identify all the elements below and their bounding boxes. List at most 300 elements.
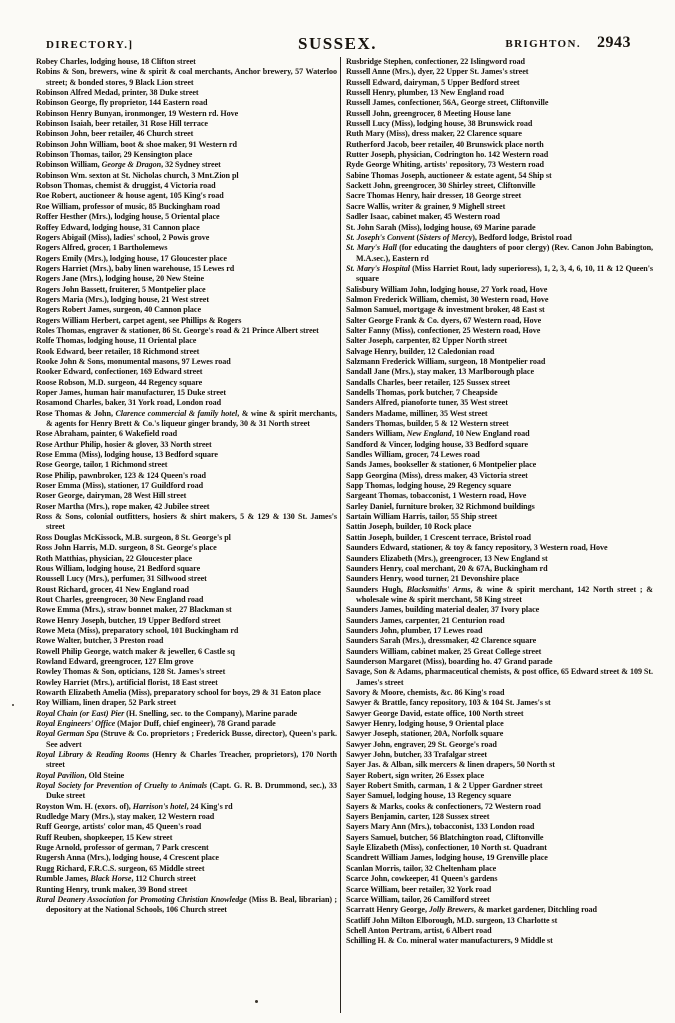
directory-entry: [346, 791, 653, 801]
column-divider-rule: [340, 57, 341, 1013]
directory-entry: [36, 647, 337, 657]
entry-text: St. John Sarah (Miss), lodging house, 69 Marine parade: [346, 222, 536, 232]
entry-text: Savory & Moore, chemists, &c. 86 King's road: [346, 687, 505, 697]
directory-entry: [346, 833, 653, 843]
entry-text: Ruff Reuben, shopkeeper, 15 Kew street: [36, 832, 173, 842]
directory-entry: [36, 512, 337, 533]
directory-entry: [346, 440, 653, 450]
entry-text: Sanders Madame, milliner, 35 West street: [346, 408, 488, 418]
directory-entry: [36, 160, 337, 170]
directory-entry: [346, 78, 653, 88]
directory-entry: [346, 698, 653, 708]
entry-text: Robins & Son, brewers, wine & spirit & coal merchants, Anchor brewery, 57 Waterloo street; & bonded stores, 9 Black Lion street: [36, 67, 337, 87]
entry-text: Rout Charles, greengrocer, 30 New England road: [36, 594, 204, 604]
directory-entry: [346, 243, 653, 264]
directory-entry: [36, 326, 337, 336]
directory-entry: [36, 171, 337, 181]
entry-text: Robey Charles, lodging house, 18 Clifton street: [36, 57, 196, 66]
entry-text: Sacre Wallis, writer & grainer, 9 Mighell street: [346, 201, 506, 211]
directory-entry: [346, 636, 653, 646]
directory-entry: [346, 491, 653, 501]
entry-text: (Miss Harriet Rout, lady superioress), 1, 2, 3, 4, 6, 10, 11 & 12 Queen's square: [356, 263, 653, 284]
entry-text: Rogers Jane (Mrs.), lodging house, 20 New Steine: [36, 274, 205, 284]
directory-entry: [346, 419, 653, 429]
directory-entry: [36, 895, 337, 916]
entry-text: Scarce William, beer retailer, 32 York road: [346, 884, 492, 894]
entry-proper-name: Jolly Brewers: [428, 905, 474, 915]
directory-entry: [36, 336, 337, 346]
directory-entry: [346, 295, 653, 305]
directory-entry: [346, 429, 653, 439]
entry-text: Royston Wm. H. (exors. of),: [36, 801, 133, 811]
entry-proper-name: Royal Chain (or East) Pier: [36, 708, 125, 718]
directory-entry: [346, 285, 653, 295]
entry-text: (H. Snelling, sec. to the Company), Marine parade: [124, 708, 298, 718]
entry-text: Saunders James, building material dealer, 37 Ivory place: [346, 605, 540, 615]
directory-entry: [36, 305, 337, 315]
directory-entry: [346, 378, 653, 388]
entry-text: Sayers Benjamin, carter, 128 Sussex street: [346, 812, 490, 822]
directory-entry: [346, 471, 653, 481]
entry-text: , 24 King's rd: [186, 801, 233, 811]
entry-text: Roe William, professor of music, 85 Buckingham road: [36, 201, 220, 211]
entry-text: Russell Anne (Mrs.), dyer, 22 Upper St. James's street: [346, 67, 529, 77]
directory-entry: [346, 119, 653, 129]
entry-proper-name: Royal Pavilion: [36, 770, 85, 780]
entry-text: Russell Henry, plumber, 13 New England road: [346, 88, 504, 98]
directory-entry: [36, 129, 337, 139]
entry-text: Rogers Robert James, surgeon, 40 Cannon place: [36, 305, 202, 315]
entry-proper-name: Royal German Spa: [36, 729, 99, 739]
entry-text: Roth Matthias, physician, 22 Gloucester place: [36, 553, 193, 563]
entry-text: Roser Emma (Miss), stationer, 17 Guildford road: [36, 481, 204, 491]
entry-text: Ross Douglas McKissock, M.B. surgeon, 8 St. George's pl: [36, 532, 231, 542]
entry-text: Rook Edward, beer retailer, 18 Richmond street: [36, 346, 200, 356]
entry-text: Rowe Meta (Miss), preparatory school, 101 Buckingham rd: [36, 625, 239, 635]
directory-column-right: [346, 57, 653, 1013]
entry-text: Rogers Maria (Mrs.), lodging house, 21 West street: [36, 294, 209, 304]
directory-entry: [36, 781, 337, 802]
directory-entry: [346, 771, 653, 781]
entry-text: Salter George Frank & Co. dyers, 67 Western road, Hove: [346, 315, 542, 325]
entry-text: Sawyer & Brattle, fancy repository, 103 & 104 St. James's st: [346, 698, 551, 708]
directory-entry: [36, 481, 337, 491]
entry-text: Russell Edward, dairyman, 5 Upper Bedford street: [346, 77, 520, 87]
entry-text: Rooke John & Sons, monumental masons, 97 Lewes road: [36, 356, 231, 366]
directory-entry: [36, 719, 337, 729]
entry-text: Sayer Samuel, lodging house, 13 Regency square: [346, 791, 512, 801]
directory-entry: [346, 554, 653, 564]
entry-text: Salmon Samuel, mortgage & investment broker, 48 East st: [346, 305, 545, 315]
directory-entry: [36, 88, 337, 98]
entry-text: Ross John Harris, M.D. surgeon, 8 St. George's place: [36, 543, 217, 553]
entry-text: Rolfe Thomas, lodging house, 11 Oriental place: [36, 336, 197, 346]
directory-body: [36, 57, 653, 1013]
entry-text: Rooker Edward, confectioner, 169 Edward street: [36, 367, 203, 377]
directory-entry: [346, 822, 653, 832]
entry-text: Rutherford Jacob, beer retailer, 40 Brunswick place north: [346, 139, 544, 149]
directory-entry: [346, 926, 653, 936]
entry-text: Robinson John William, boot & shoe maker, 91 Western rd: [36, 139, 237, 149]
entry-proper-name: Black Horse: [90, 874, 132, 884]
directory-entry: [346, 853, 653, 863]
directory-entry: [36, 223, 337, 233]
entry-text: Roy William, linen draper, 52 Park street: [36, 698, 177, 708]
entry-text: Sayer Jas. & Alban, silk mercers & linen drapers, 50 North st: [346, 760, 555, 770]
directory-entry: [36, 440, 337, 450]
directory-entry: [36, 357, 337, 367]
entry-text: Sands James, bookseller & stationer, 6 Montpelier place: [346, 460, 537, 470]
directory-entry: [346, 709, 653, 719]
entry-text: (Struve & Co. proprietors ; Frederick Busse, director), Queen's park. See advert: [46, 729, 337, 749]
entry-text: Rowe Emma (Mrs.), straw bonnet maker, 27 Blackman st: [36, 605, 232, 615]
directory-entry: [346, 388, 653, 398]
entry-text: Ross & Sons, colonial outfitters, hosiers & shirt makers, 5 & 129 & 130 St. James's street: [36, 512, 337, 532]
entry-text: Ryde George Whiting, artists' repository, 73 Western road: [346, 160, 544, 170]
directory-entry: [36, 822, 337, 832]
directory-entry: [346, 512, 653, 522]
directory-entry: [346, 874, 653, 884]
entry-proper-name: George & Dragon: [101, 160, 162, 170]
entry-text: Salter Joseph, carpenter, 82 Upper North street: [346, 336, 508, 346]
entry-text: Sackett John, greengrocer, 30 Shirley street, Cliftonville: [346, 181, 536, 191]
entry-proper-name: Rural Deanery Association for Promoting Christian Knowledge: [36, 894, 247, 904]
entry-text: Sanders William,: [346, 429, 407, 439]
directory-entry: [36, 874, 337, 884]
directory-entry: [346, 719, 653, 729]
entry-text: Sandells Thomas, pork butcher, 7 Cheapside: [346, 388, 498, 397]
entry-text: Roffer Hesther (Mrs.), lodging house, 5 Oriental place: [36, 212, 220, 222]
page-number: 2943: [597, 34, 631, 51]
directory-entry: [36, 191, 337, 201]
directory-entry: [346, 223, 653, 233]
entry-text: Sawyer George David, estate office, 100 North street: [346, 708, 524, 718]
directory-entry: [36, 564, 337, 574]
entry-text: Rowell Philip George, watch maker & jeweller, 6 Castle sq: [36, 646, 235, 656]
directory-entry: [36, 771, 337, 781]
entry-text: Saunders Henry, wood turner, 21 Devonshire place: [346, 574, 519, 584]
entry-text: Robinson John, beer retailer, 46 Church street: [36, 129, 194, 139]
entry-text: Schell Anton Pertram, artist, 6 Albert road: [346, 925, 492, 935]
entry-text: Robinson William,: [36, 160, 102, 170]
entry-text: Sacre Thomas Henry, hair dresser, 18 George street: [346, 191, 522, 201]
entry-text: Sandalls Charles, beer retailer, 125 Sussex street: [346, 377, 511, 387]
directory-entry: [36, 295, 337, 305]
entry-text: Saunders Henry, coal merchant, 20 & 67A, Buckingham rd: [346, 563, 548, 573]
entry-text: Salisbury William John, lodging house, 27 York road, Hove: [346, 284, 548, 294]
directory-entry: [346, 160, 653, 170]
entry-text: (Major Duff, chief engineer), 78 Grand parade: [115, 719, 276, 728]
directory-entry: [36, 409, 337, 430]
directory-entry: [346, 57, 653, 67]
directory-entry: [346, 140, 653, 150]
directory-entry: [346, 647, 653, 657]
directory-entry: [36, 67, 337, 88]
directory-entry: [36, 202, 337, 212]
entry-text: Rose Arthur Philip, hosier & glover, 33 North street: [36, 439, 212, 449]
entry-text: Sanders Thomas, builder, 5 & 12 Western street: [346, 419, 509, 429]
directory-column-left: [36, 57, 337, 1013]
directory-entry: [36, 316, 337, 326]
entry-text: Rumble James,: [36, 874, 91, 884]
entry-text: (Capt. G. R. B. Drummond, sec.), 33 Duke street: [46, 781, 337, 801]
directory-entry: [36, 698, 337, 708]
directory-entry: [346, 264, 653, 285]
entry-text: Rowland Edward, greengrocer, 127 Elm grove: [36, 656, 194, 666]
entry-text: Rose Thomas & John,: [36, 408, 116, 418]
entry-text: Sattin Joseph, builder, 10 Rock place: [346, 522, 472, 532]
directory-entry: [346, 212, 653, 222]
directory-entry: [36, 843, 337, 853]
entry-text: (for educating the daughters of poor clergy) (Rev. Canon John Babington, M.A.sec.), Eastern rd: [356, 243, 653, 263]
entry-text: Rugersh Anna (Mrs.), lodging house, 4 Crescent place: [36, 853, 219, 863]
directory-entry: [36, 605, 337, 615]
entry-text: Rugg Richard, F.R.C.S. surgeon, 65 Middle street: [36, 863, 205, 873]
entry-text: Scarratt Henry George,: [346, 905, 429, 915]
directory-entry: [346, 843, 653, 853]
directory-entry: [36, 853, 337, 863]
entry-text: Runting Henry, trunk maker, 39 Bond street: [36, 884, 188, 894]
directory-entry: [346, 326, 653, 336]
directory-entry: [346, 409, 653, 419]
directory-entry: [36, 398, 337, 408]
header-right-group: [505, 34, 631, 53]
entry-text: Sattin Joseph, builder, 1 Crescent terrace, Bristol road: [346, 532, 531, 542]
directory-entry: [36, 378, 337, 388]
directory-entry: [36, 450, 337, 460]
directory-entry: [36, 502, 337, 512]
entry-text: Roper James, human hair manufacturer, 15 Duke street: [36, 388, 227, 397]
directory-entry: [346, 905, 653, 915]
directory-entry: [346, 616, 653, 626]
directory-entry: [36, 140, 337, 150]
entry-text: Robinson Henry Bunyan, ironmonger, 19 Western rd. Hove: [36, 108, 239, 118]
entry-text: Sayle Elizabeth (Miss), confectioner, 10 North st. Quadrant: [346, 843, 547, 853]
directory-entry: [346, 885, 653, 895]
directory-entry: [346, 585, 653, 606]
directory-entry: [346, 305, 653, 315]
entry-proper-name: Clarence commercial & family hotel: [115, 408, 238, 418]
entry-text: Sadler Isaac, cabinet maker, 45 Western road: [346, 212, 500, 222]
directory-entry: [346, 336, 653, 346]
entry-text: , 32 Sydney street: [161, 160, 221, 170]
directory-entry: [36, 491, 337, 501]
directory-entry: [36, 574, 337, 584]
directory-entry: [346, 460, 653, 470]
directory-entry: [36, 626, 337, 636]
directory-entry: [346, 895, 653, 905]
entry-text: Ruff George, artists' color man, 45 Queen's road: [36, 822, 202, 832]
directory-entry: [346, 450, 653, 460]
directory-entry: [346, 574, 653, 584]
entry-text: Robinson George, fly proprietor, 144 Eastern road: [36, 98, 208, 108]
entry-text: Saunderson Margaret (Miss), boarding ho. 47 Grand parade: [346, 656, 553, 666]
entry-text: Roussell Lucy (Mrs.), perfumer, 31 Sillwood street: [36, 574, 207, 584]
entry-text: Scarce John, cowkeeper, 41 Queen's gardens: [346, 874, 498, 884]
entry-text: , & wine & spirit merchant, 142 North street ; & wholesale wine & spirit merchant, 58 King street: [356, 584, 653, 604]
directory-entry: [346, 181, 653, 191]
header-directory-label: DIRECTORY.]: [46, 39, 134, 51]
entry-text: Robinson Isaiah, beer retailer, 31 Rose Hill terrace: [36, 119, 208, 129]
directory-entry: [36, 657, 337, 667]
entry-text: Rose Emma (Miss), lodging house, 13 Bedford square: [36, 450, 218, 460]
directory-entry: [346, 543, 653, 553]
entry-text: Scandrett William James, lodging house, 19 Grenville place: [346, 853, 548, 863]
entry-text: Salzmann Frederick William, surgeon, 18 Montpelier road: [346, 356, 546, 366]
directory-entry: [36, 57, 337, 67]
entry-text: Russell Lucy (Miss), lodging house, 38 Brunswick road: [346, 119, 533, 129]
entry-proper-name: St. Mary's Hall: [346, 243, 397, 253]
entry-text: , Old Steine: [84, 770, 125, 780]
entry-text: Rowe Walter, butcher, 3 Preston road: [36, 636, 164, 646]
entry-text: Russell James, confectioner, 56A, George street, Cliftonville: [346, 98, 549, 108]
entry-text: Roe Robert, auctioneer & house agent, 105 King's road: [36, 191, 224, 201]
directory-entry: [36, 285, 337, 295]
entry-text: Salter Fanny (Miss), confectioner, 25 Western road, Hove: [346, 325, 541, 335]
entry-text: , 112 Church street: [131, 874, 196, 884]
entry-text: Saunders Elizabeth (Mrs.), greengrocer, 13 New England st: [346, 553, 548, 563]
entry-text: Sandall Jane (Mrs.), stay maker, 13 Marlborough place: [346, 367, 535, 377]
directory-entry: [346, 171, 653, 181]
entry-text: Ruge Arnold, professor of german, 7 Park crescent: [36, 843, 209, 853]
entry-text: Salvage Henry, builder, 12 Caledonian road: [346, 346, 495, 356]
directory-entry: [36, 802, 337, 812]
entry-proper-name: Royal Engineers' Office: [36, 719, 116, 728]
directory-entry: [36, 729, 337, 750]
directory-entry: [346, 688, 653, 698]
entry-text: Scatliff John Milton Elborough, M.D. surgeon, 13 Charlotte st: [346, 915, 558, 925]
entry-text: Sayers Samuel, butcher, 56 Blatchington road, Cliftonville: [346, 832, 544, 842]
entry-text: Robinson Wm. sexton at St. Nicholas church, 3 Mnt.Zion pl: [36, 170, 239, 180]
entry-text: Sartain William Harris, tailor, 55 Ship street: [346, 512, 498, 522]
entry-text: Scanlan Morris, tailor, 32 Cheltenham place: [346, 863, 497, 873]
entry-text: Roust Richard, grocer, 41 New England road: [36, 584, 189, 594]
entry-proper-name: Harrison's hotel: [132, 801, 187, 811]
entry-text: Sawyer Joseph, stationer, 20A, Norfolk square: [346, 729, 504, 739]
entry-text: , 10 New England road: [451, 429, 530, 439]
directory-entry: [346, 812, 653, 822]
entry-text: Rusbridge Stephen, confectioner, 22 Islingword road: [346, 57, 525, 66]
entry-text: , & market gardener, Ditchling road: [473, 905, 597, 915]
directory-entry: [36, 388, 337, 398]
directory-entry: [36, 181, 337, 191]
entry-text: Rowley Harriet (Mrs.), artificial florist, 18 East street: [36, 677, 218, 687]
directory-entry: [346, 150, 653, 160]
directory-entry: [346, 729, 653, 739]
entry-text: Rogers Emily (Mrs.), lodging house, 17 Gloucester place: [36, 253, 227, 263]
directory-entry: [346, 564, 653, 574]
entry-text: Rous William, lodging house, 21 Bedford square: [36, 563, 201, 573]
directory-entry: [36, 274, 337, 284]
entry-text: Rowley Thomas & Son, opticians, 128 St. James's street: [36, 667, 226, 677]
entry-text: Sayers Mary Ann (Mrs.), tobacconist, 133 London road: [346, 822, 535, 832]
entry-text: Sayer Robert, sign writer, 26 Essex place: [346, 770, 485, 780]
scan-speck: [255, 1000, 258, 1003]
entry-text: Rutter Joseph, physician, Codrington ho. 142 Western road: [346, 150, 549, 160]
entry-text: Sarley Daniel, furniture broker, 32 Richmond buildings: [346, 501, 535, 511]
directory-entry: [346, 605, 653, 615]
entry-text: Sayers & Marks, cooks & confectioners, 72 Western road: [346, 801, 541, 811]
directory-entry: [36, 98, 337, 108]
entry-text: Rogers William Herbert, carpet agent, see Phillips & Rogers: [36, 315, 242, 325]
directory-entry: [346, 760, 653, 770]
entry-text: Sapp Georgina (Miss), dress maker, 43 Victoria street: [346, 470, 528, 480]
directory-entry: [36, 554, 337, 564]
header-county-title: SUSSEX.: [297, 34, 377, 53]
directory-entry: [36, 709, 337, 719]
entry-text: Robinson Thomas, tailor, 29 Kensington place: [36, 150, 193, 160]
header-town-label: BRIGHTON.: [505, 38, 581, 50]
entry-text: Saunders Edward, stationer, & toy & fancy repository, 3 Western road, Hove: [346, 543, 608, 553]
directory-entry: [346, 667, 653, 688]
directory-entry: [346, 316, 653, 326]
entry-text: Sawyer John, butcher, 33 Trafalgar street: [346, 750, 488, 760]
entry-text: Russell John, greengrocer, 8 Meeting House lane: [346, 108, 511, 118]
entry-text: Salmon Frederick William, chemist, 30 Western road, Hove: [346, 294, 549, 304]
entry-proper-name: New England: [406, 429, 452, 439]
entry-text: Rose George, tailor, 1 Richmond street: [36, 460, 168, 470]
directory-entry: [36, 812, 337, 822]
entry-text: Sandford & Vincer, lodging house, 33 Bedford square: [346, 439, 529, 449]
entry-text: Sanders Alfred, pianoforte tuner, 35 West street: [346, 398, 508, 408]
entry-text: Saunders William, cabinet maker, 25 Great College street: [346, 646, 542, 656]
directory-entry: [36, 750, 337, 771]
directory-entry: [36, 543, 337, 553]
directory-entry: [36, 212, 337, 222]
directory-entry: [346, 626, 653, 636]
directory-entry: [36, 595, 337, 605]
entry-text: Roles Thomas, engraver & stationer, 86 St. George's road & 21 Prince Albert street: [36, 325, 319, 335]
entry-text: (Henry & Charles Treacher, proprietors), 170 North street: [46, 750, 337, 770]
entry-proper-name: St. Mary's Hospital: [346, 263, 410, 273]
directory-entry: [346, 936, 653, 946]
entry-text: Schilling H. & Co. mineral water manufacturers, 9 Middle st: [346, 936, 553, 946]
directory-entry: [346, 398, 653, 408]
directory-entry: [36, 688, 337, 698]
entry-text: Roser George, dairyman, 28 West Hill street: [36, 491, 187, 501]
entry-text: Rosamond Charles, baker, 31 York road, London road: [36, 398, 222, 408]
entry-text: Sandles William, grocer, 74 Lewes road: [346, 450, 480, 460]
directory-entry: [346, 781, 653, 791]
directory-entry: [36, 264, 337, 274]
directory-entry: [346, 481, 653, 491]
entry-text: Rowe Henry Joseph, butcher, 19 Upper Bedford street: [36, 615, 221, 625]
entry-text: Roffey Edward, lodging house, 31 Cannon place: [36, 222, 200, 232]
directory-entry: [36, 233, 337, 243]
directory-entry: [36, 585, 337, 595]
entry-text: Saunders Hugh,: [346, 584, 407, 594]
directory-entry: [36, 109, 337, 119]
entry-text: Rogers Alfred, grocer, 1 Bartholemews: [36, 243, 168, 253]
entry-text: Roose Robson, M.D. surgeon, 44 Regency square: [36, 377, 203, 387]
directory-entry: [346, 657, 653, 667]
directory-entry: [36, 667, 337, 677]
directory-entry: [346, 916, 653, 926]
entry-proper-name: Royal Society for Prevention of Cruelty to Animals: [36, 781, 208, 791]
directory-entry: [36, 864, 337, 874]
directory-entry: [346, 750, 653, 760]
directory-entry: [346, 233, 653, 243]
directory-entry: [36, 119, 337, 129]
entry-proper-name: Blacksmiths' Arms: [406, 584, 471, 594]
entry-text: Sapp Thomas, lodging house, 29 Regency square: [346, 481, 512, 491]
directory-entry: [346, 88, 653, 98]
directory-entry: [346, 522, 653, 532]
entry-proper-name: Royal Library & Reading Rooms: [36, 750, 150, 760]
directory-entry: [346, 502, 653, 512]
directory-entry: [36, 243, 337, 253]
entry-text: Rogers Abigail (Miss), ladies' school, 2 Powis grove: [36, 232, 210, 242]
